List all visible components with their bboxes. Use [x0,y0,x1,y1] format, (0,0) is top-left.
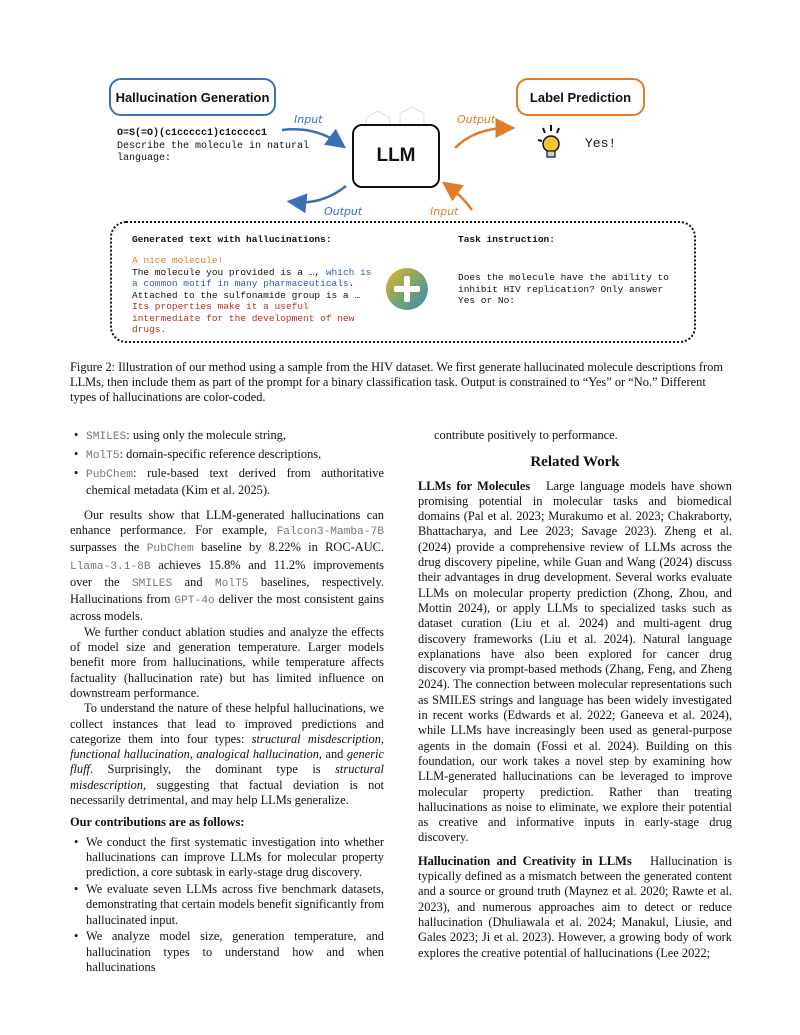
results-paragraph: Our results show that LLM-generated hallucinations can enhance performance. For example, Falcon3-Mamba-7B surpasses the PubChem baseline by 8.22% in ROC-AUC. Llama-3.1-8B achieves 15.8% and 11.2% improvements over the SMILES and MolT5 baselines, respectively. Hallucinations from GPT-4o deliver the most consistent gains across models. [70,507,385,624]
list-item: • We conduct the first systematic investigation into whether hallucinations can improve LLMs for molecular property prediction, a core subtask in early-stage drug discovery. [70,835,384,881]
figure-2 [0,0,800,350]
categorize-paragraph: To understand the nature of these helpful hallucinations, we collect instances that lead to improved predictions and categorize them into four types: structural misdescription, functional hallucination, analogical hallucination, and generic fluff. Surprisingly, the dominant type is structural misdescription, suggesting that factual deviation is not necessarily detrimental, and may help LLMs generalize. [70,701,384,808]
baseline-list [70,428,384,498]
output-label-top: Output [457,113,496,126]
list-item: • We analyze model size, generation temperature, and hallucination types to understand how and when hallucinations [70,929,384,975]
gen-blue: which is a common motif in many pharmaceuticals [132,266,372,289]
list-item: • MolT5: domain-specific reference descriptions, [70,447,384,464]
task-instruction-header: Task instruction: [458,234,555,245]
list-item: • PubChem: rule-based text derived from authoritative chemical metadata (Kim et al. 2025). [70,466,384,499]
describe-prompt: Describe the molecule in natural language: [117,140,310,164]
smiles-string: O=S(=O)(c1ccccc1)c1ccccc1 [117,128,268,139]
llms-molecules-paragraph: LLMs for Molecules Large language models have shown promising potential in molecular tasks and biomedical domains (Pal et al. 2023; Murakumo et al. 2023; Chakraborty, Bhattacharya, and Lee 2023; Savage 2023). Zheng et al. (2024) provide a comprehensive review of LLMs across the drug discovery pipeline, while Guan and Wang (2024) discuss their advantages in drug development. Several works evaluate LLMs on molecular property prediction (Zhong, Zhou, and Mottin 2024), or apply LLMs to specialized tasks such as dataset curation (Liu et al. 2024) and multi-agent drug discovery frameworks (Liu et al. 2024). Natural language explanations have also been explored for cancer drug discovery via prompt-based methods (Zhang, Feng, and Zheng 2024). The connection between molecular representations such as SMILES strings and language has been widely investigated in recent works (Edwards et al. 2022; Ganeeva et al. 2024), while LLMs have increasingly been used as general-purpose agents in the domain (Fossi et al. 2024). Building on this foundation, our work takes a novel step by examining how LLM-generated hallucinations can be leveraged to improve molecular property prediction. Rather than treating hallucinations as noise to eliminate, we explore their potential as creative and informative inputs in early-stage drug discovery. [418,478,732,845]
input-label-bottom: Input [430,205,459,218]
related-work-heading: Related Work [530,454,620,471]
llm-box: LLM [352,124,440,188]
output-label-bottom: Output [324,205,363,218]
gen-plain-2: . Attached to the sulfonamide group is a … [132,278,361,301]
gen-red: Its properties make it a useful intermediate for the development of new drugs. [132,301,355,335]
left-column [70,428,384,977]
figure-caption: Figure 2: Illustration of our method using a sample from the HIV dataset. We first generate hallucinated molecule descriptions from LLMs, then include them as part of the prompt for a binary classification task. Output is constrained to “Yes” or “No.” Different types of hallucinations are color-coded. [70,360,724,405]
input-label-top: Input [294,113,323,126]
task-instruction-text: Does the molecule have the ability to inhibit HIV replication? Only answer Yes or No: [458,272,669,306]
generated-text-header: Generated text with hallucinations: [132,234,332,245]
list-item: • SMILES: using only the molecule string, [70,428,384,445]
answer-yes: Yes! [585,136,617,151]
contributions-list [70,835,384,976]
right-column [418,428,732,961]
ablation-paragraph: We further conduct ablation studies and analyze the effects of model size and generation temperature. Larger models benefit more from hallucinations, while temperature affects factuality (hallucination rate) but has limited influence on downstream performance. [70,624,384,700]
gen-nice: A nice molecule! [132,255,224,266]
hallucination-generation-title: Hallucination Generation [109,78,276,116]
hallucination-creativity-paragraph: Hallucination and Creativity in LLMs Hallucination is typically defined as a mismatch between the generated content and a source or ground truth (Maynez et al. 2020; Rawte et al. 2023), and numerous approaches aim to detect or reduce hallucination (Dhuliawala et al. 2024; Manakul, Liusie, and Gales 2023; Ji et al. 2023). However, a growing body of work explores the creative potential of hallucinations (Lee 2022; [418,853,732,960]
list-item: • We evaluate seven LLMs across five benchmark datasets, demonstrating that certain models benefit significantly from hallucinated input. [70,882,384,928]
gen-plain-1: The molecule you provided is a …, [132,266,326,278]
label-prediction-title: Label Prediction [516,78,645,116]
generated-text [132,255,372,336]
flow-arrows-icon [0,0,800,230]
contributions-heading: Our contributions are as follows: [70,815,245,830]
lightbulb-icon [536,124,566,164]
contribution-continuation: contribute positively to performance. [434,428,618,442]
plus-icon [386,268,428,310]
